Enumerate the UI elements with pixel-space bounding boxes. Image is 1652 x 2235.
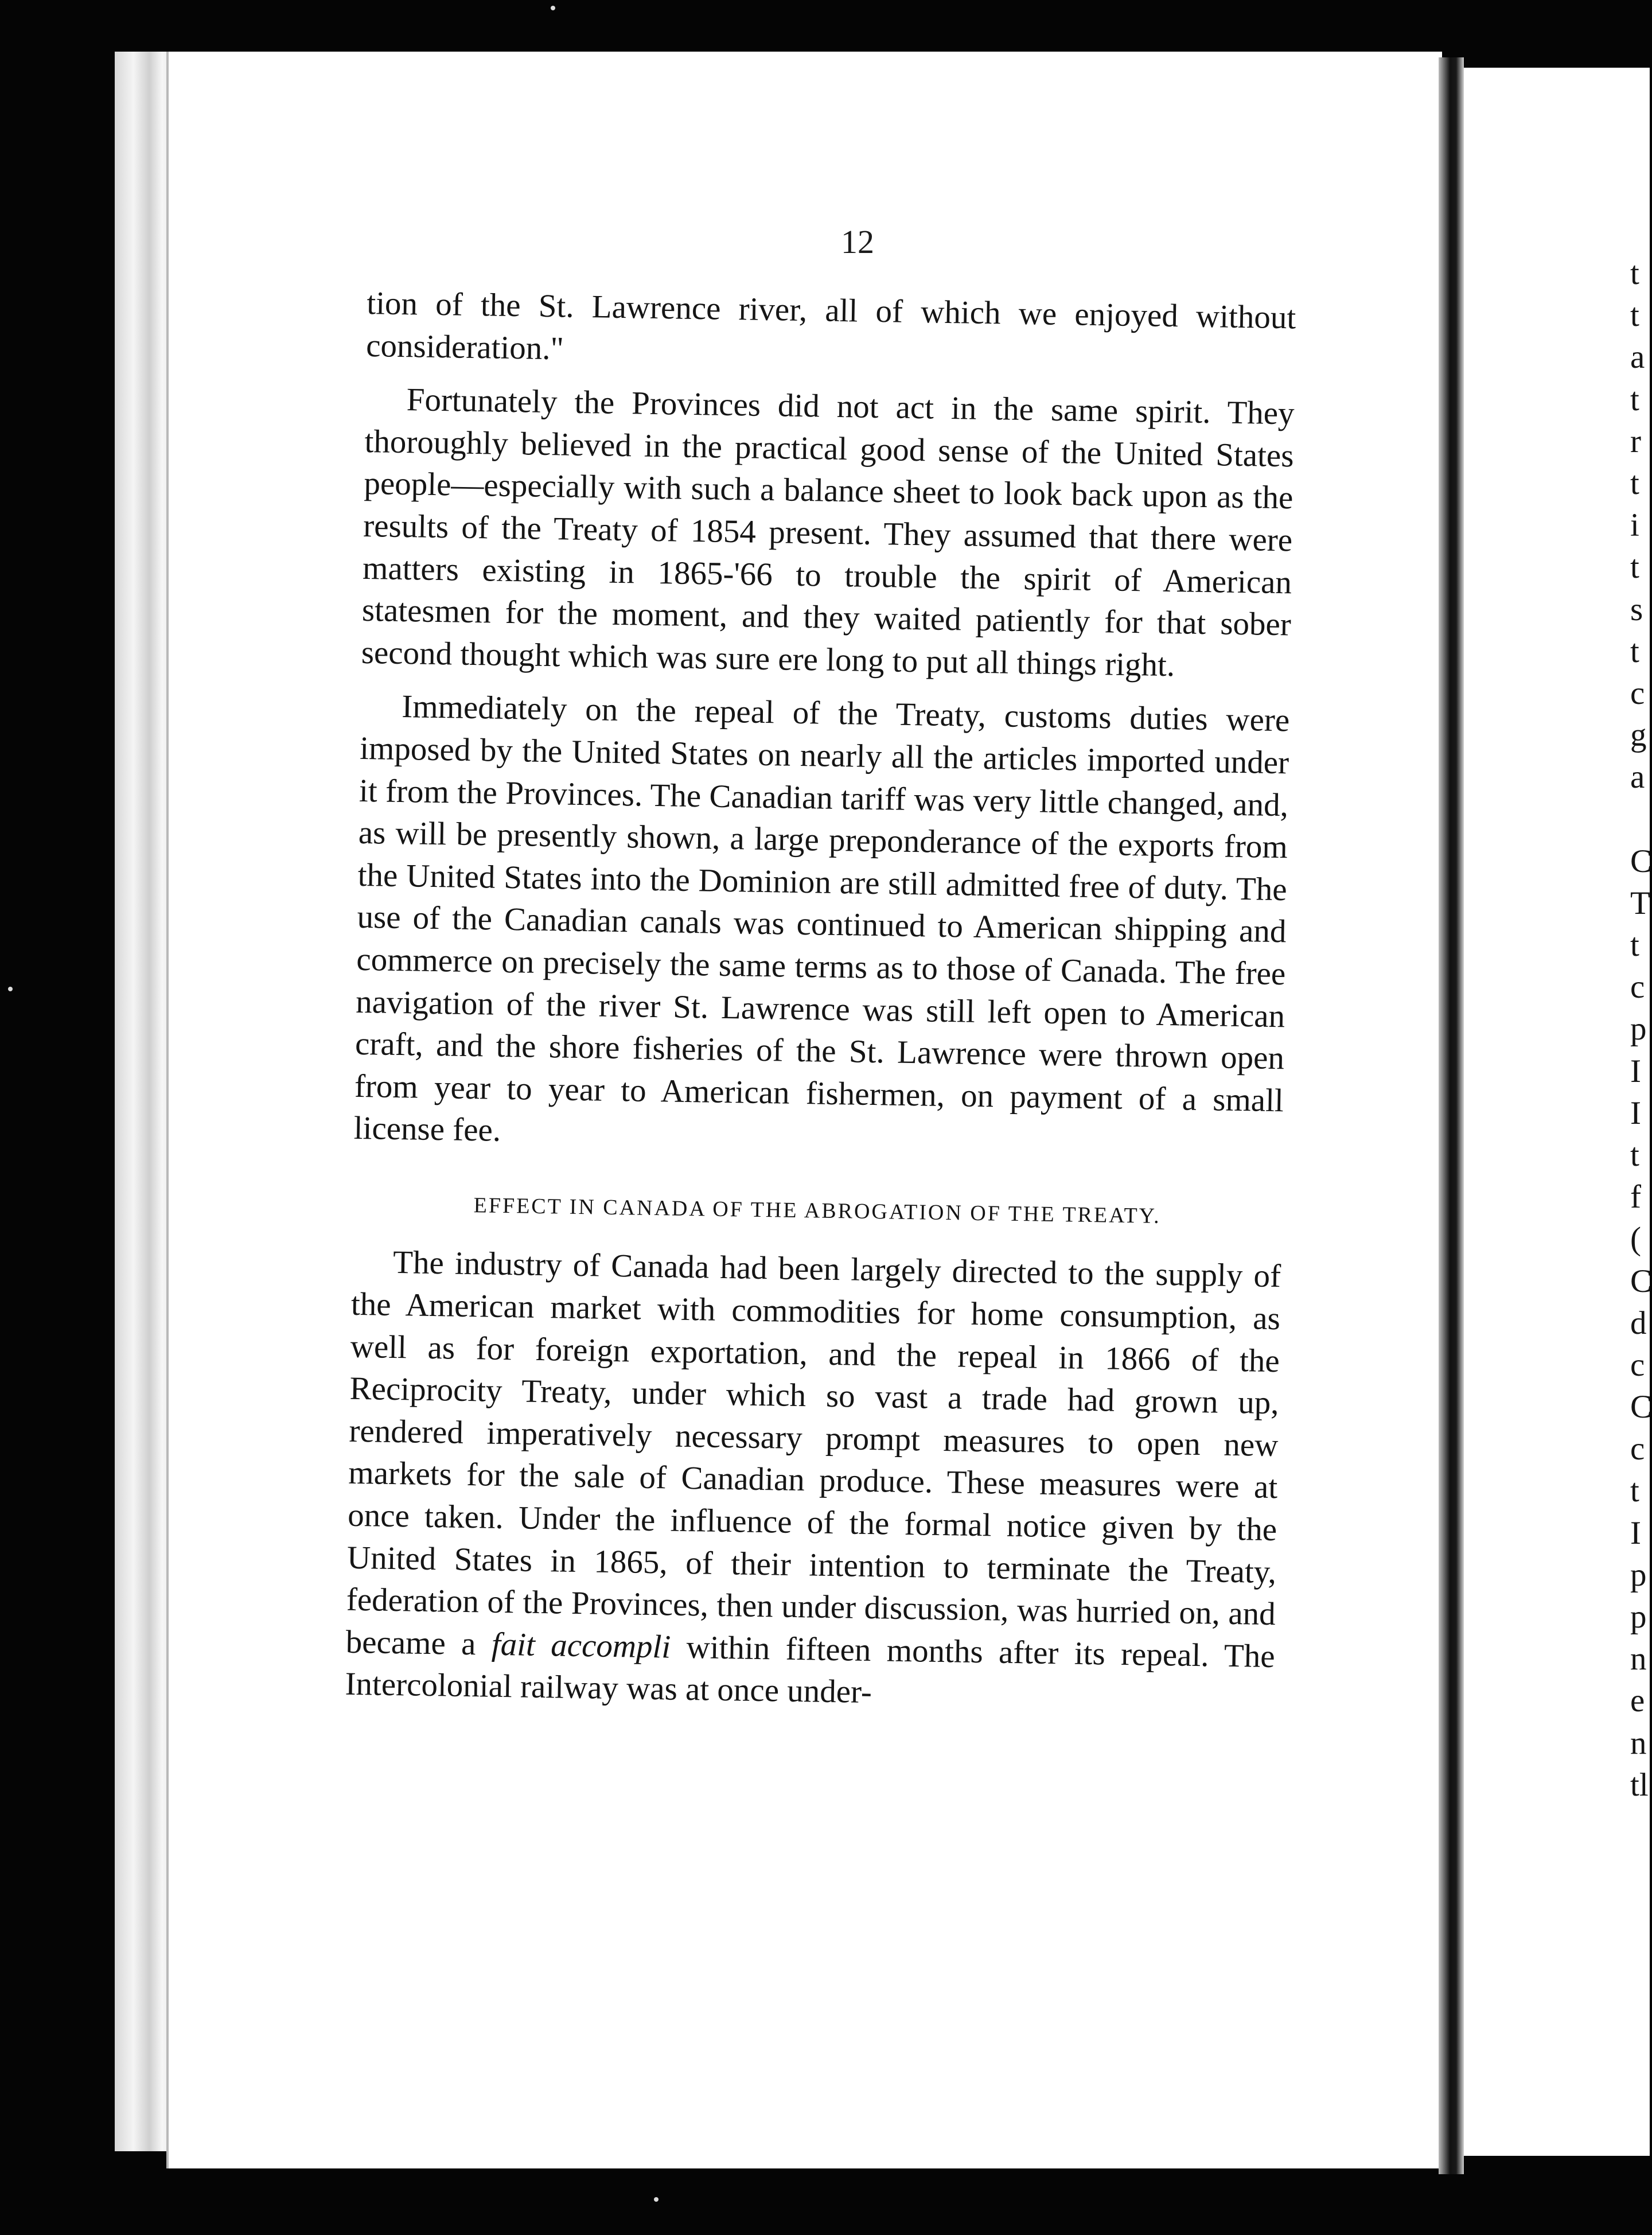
facing-fragment: t	[1630, 255, 1639, 291]
facing-fragment: r	[1630, 423, 1641, 460]
italic-phrase: fait accompli	[491, 1626, 671, 1665]
facing-fragment: I	[1630, 1095, 1641, 1131]
facing-fragment: t	[1630, 633, 1639, 669]
facing-fragment: a	[1630, 759, 1645, 796]
facing-fragment: (	[1630, 1221, 1641, 1257]
facing-fragment: I	[1630, 1514, 1641, 1551]
paragraph-fortunately: Fortunately the Provinces did not act in the same spirit. They thoroughly believed in the practical good sense of the United States people—especially with such a balance sheet to look back upon as the results of the Treaty of 1854 present. They assumed that there were matters existing in 1865-'66 to trouble the spirit of American statesmen for the moment, and they waited patiently for that sober second thought which was sure ere long to put all things right.	[361, 381, 1295, 683]
facing-fragment: T	[1630, 885, 1650, 921]
paragraph-industry-start: The industry of Canada had been largely directed to the supply of the American market with commodities for home consumption, as well as for foreign exportation, and the repeal in 1866 of the Reciprocity Treaty, under which so vast a trade had grown up, rendered imperatively necessary prompt measures to open new markets for the sale of Canadian produce. These measures were at once taken. Under the influence of the formal notice given by the United States in 1865, of their intention to terminate the Treaty, federation of the Provinces, then under discussion, was hurried on, and became a	[345, 1244, 1281, 1662]
facing-fragment: t	[1630, 549, 1639, 586]
page-number: 12	[841, 223, 874, 260]
facing-fragment: c	[1630, 1431, 1645, 1467]
facing-fragment: t	[1630, 1473, 1639, 1509]
page-body	[345, 282, 1296, 1720]
facing-fragment: d	[1630, 1305, 1647, 1341]
facing-fragment: t	[1630, 381, 1639, 418]
facing-fragment: C	[1630, 1389, 1652, 1426]
scan-speck	[654, 2197, 659, 2202]
paragraph-industry-end: within fifteen months after its repeal. The Intercolonial railway was at once under-	[345, 1629, 1276, 1711]
facing-fragment: c	[1630, 675, 1645, 711]
paragraph-continuation: tion of the St. Lawrence river, all of which we enjoyed without consideration."	[365, 285, 1296, 367]
facing-fragment: t	[1630, 1136, 1639, 1173]
facing-fragment: n	[1630, 1724, 1647, 1761]
facing-fragment: t	[1630, 465, 1639, 501]
facing-fragment: a	[1630, 339, 1645, 376]
paragraph-immediately: Immediately on the repeal of the Treaty, customs duties were imposed by the United States on nearly all the articles imported under it from the Provinces. The Canadian tariff was very little changed, and, as will be presently shown, a large preponderance of the exports from the United States into the Dominion are still admitted free of duty. The use of the Canadian canals was continued to American shipping and commerce on precisely the same terms as to those of Canada. The free navigation of the river St. Lawrence was still left open to American craft, and the shore fisheries of the St. Lawrence were thrown open from year to year to American fishermen, on payment of a small license fee.	[353, 688, 1290, 1149]
scan-speck	[8, 987, 13, 991]
facing-fragment: e	[1630, 1683, 1645, 1719]
facing-fragment: p	[1630, 1011, 1647, 1048]
facing-fragment: C	[1630, 1263, 1652, 1299]
facing-fragment: i	[1630, 507, 1639, 544]
facing-fragment: tl	[1630, 1766, 1649, 1803]
facing-page	[1464, 68, 1650, 2156]
facing-fragment: p	[1630, 1599, 1647, 1635]
facing-fragment: t	[1630, 927, 1639, 963]
facing-fragment: s	[1630, 591, 1643, 628]
facing-fragment: I	[1630, 1053, 1641, 1089]
facing-fragment: n	[1630, 1641, 1647, 1677]
section-heading: EFFECT IN CANADA OF THE ABROGATION OF THE TREATY.	[473, 1193, 1161, 1228]
paragraph-industry	[345, 1241, 1281, 1720]
facing-fragment: C	[1630, 843, 1652, 879]
facing-fragment: f	[1630, 1179, 1641, 1216]
facing-fragment: g	[1630, 717, 1647, 754]
facing-fragment: t	[1630, 297, 1639, 334]
book-gutter	[1439, 57, 1464, 2174]
facing-fragment: p	[1630, 1556, 1647, 1593]
facing-fragment: c	[1630, 969, 1645, 1006]
facing-page-text	[1630, 252, 1652, 1806]
facing-fragment: c	[1630, 1346, 1645, 1383]
facing-fragment	[1630, 798, 1652, 840]
scan-speck	[551, 6, 555, 10]
